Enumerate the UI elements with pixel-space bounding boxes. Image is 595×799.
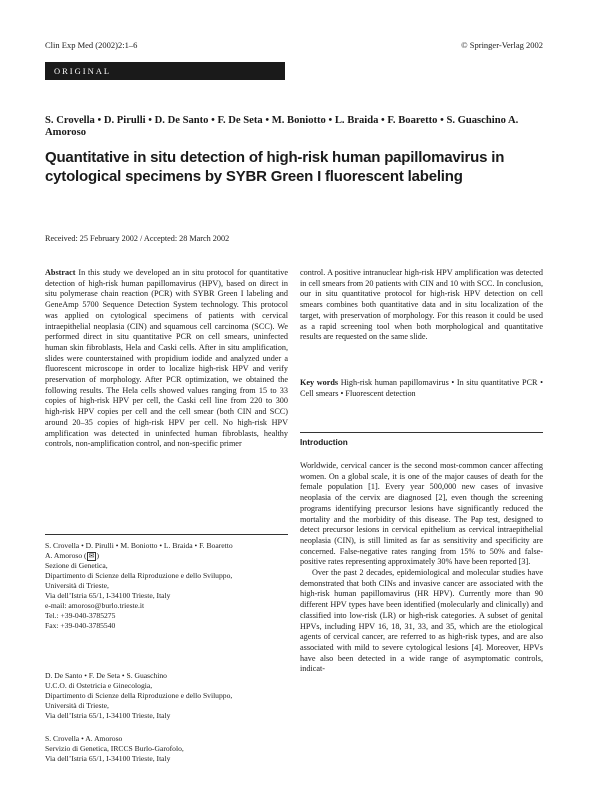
keywords-heading: Key words xyxy=(300,378,339,387)
affiliation-block-2 xyxy=(45,671,288,721)
affiliation-line: S. Crovella • D. Pirulli • M. Boniotto • L. Braida • F. Boaretto xyxy=(45,541,233,550)
abstract-text-part1: In this study we developed an in situ protocol for quantitative detection of high-risk human papillomavirus (HPV), based on direct in situ polymerase chain reaction (PCR) with SYBR Green I labeling and GeneAmp 5700 Sequence Detection System technology. This protocol was applied on cytological specimens of patients with cervical intraepithelial neoplasia (CIN) and squamous cell carcinoma (SCC). We performed direct in situ quantitative PCR on cell smears, uninfected human skin fibroblasts, Hela and Caski cells. After in situ amplification, slides were counterstained with propidium iodide and analyzed under a fluorescent microscope in order to localize high-risk HPV and verify preservation of morphology. After PCR optimization, we obtained the following results. The Hela cells showed values ranging from 15 to 33 copies of high-risk HPV per cell, the Caski cell line from 220 to 300 high-risk HPV copies per cell and the cell smear (both CIN and SCC) around 20–35 copies of high-risk HPV per cell. No high-risk HPV amplification was detected in uninfected human fibroblasts, healthy controls, non-amplification control, and non-specific primer xyxy=(45,268,289,449)
introduction-heading: Introduction xyxy=(300,438,348,447)
intro-paragraph-1: Worldwide, cervical cancer is the second most-common cancer affecting women. On a global scale, it is one of the major causes of death for the female population [1]. Every year 500,000 new cases of invasive neoplasia of the cervix are diagnosed [2], even though the screening programs identifying precursor lesions have significantly reduced the mortality and the morbidity of this disease. The Pap test, designed to detect precursor lesions in cervical epithelium as cervical intraepithelial neoplasia (CIN), is still limited as far as sensitivity and specificity are concerned. False-negative rates ranging from 15% to 50% and false-positive rates representing approximately 30% have been reported [3]. xyxy=(300,461,543,567)
corresponding-author-line: A. Amoroso ( ✉ ) xyxy=(45,551,99,560)
keywords xyxy=(300,378,543,399)
affiliation-line: Via dell’Istria 65/1, I-34100 Trieste, Italy xyxy=(45,591,171,600)
affiliation-line: Via dell’Istria 65/1, I-34100 Trieste, Italy xyxy=(45,754,171,763)
email-line: e-mail: amoroso@burlo.trieste.it xyxy=(45,601,145,610)
affiliation-divider xyxy=(45,534,288,535)
affiliation-line: Servizio di Genetica, IRCCS Burlo-Garofolo, xyxy=(45,744,184,753)
affiliation-block-3 xyxy=(45,734,288,764)
affiliation-line: D. De Santo • F. De Seta • S. Guaschino xyxy=(45,671,167,680)
article-type-banner xyxy=(45,62,285,80)
section-divider xyxy=(300,432,543,433)
abstract-left-column xyxy=(45,268,288,450)
publisher-copyright: © Springer-Verlag 2002 xyxy=(461,40,543,50)
author-list: S. Crovella • D. Pirulli • D. De Santo • F. De Seta • M. Boniotto • L. Braida • F. Boaretto • S. Guaschino A. Amoroso xyxy=(45,115,519,138)
envelope-icon: ✉ xyxy=(88,552,95,560)
affiliation-line: Dipartimento di Scienze della Riproduzione e dello Sviluppo, xyxy=(45,691,233,700)
affiliation-line: Via dell’Istria 65/1, I-34100 Trieste, Italy xyxy=(45,711,171,720)
affiliation-line: Dipartimento di Scienze della Riproduzione e dello Sviluppo, xyxy=(45,571,233,580)
abstract-right-column: control. A positive intranuclear high-risk HPV amplification was detected in cell smears from 20 patients with CIN and 10 with SCC. In conclusion, our in situ quantitative protocol for high-risk HPV detection on cell smears combines both quantitative data and in situ localization of the target, with preservation of morphology. For this reason it could be used as a rapid screening tool when both morphological and quantitative results are requested on the same slide. xyxy=(300,268,543,342)
introduction-body xyxy=(300,461,543,675)
affiliation-line: S. Crovella • A. Amoroso xyxy=(45,734,123,743)
affiliation-line: Sezione di Genetica, xyxy=(45,561,108,570)
phone-line: Tel.: +39-040-3785275 xyxy=(45,611,116,620)
abstract-heading: Abstract xyxy=(45,268,76,277)
journal-citation: Clin Exp Med (2002)2:1–6 xyxy=(45,40,138,50)
article-title: Quantitative in situ detection of high-risk human papillomavirus in cytological specimens by SYBR Green I fluorescent labeling xyxy=(45,149,505,185)
affiliation-line: Università di Trieste, xyxy=(45,581,109,590)
affiliation-block-1 xyxy=(45,541,288,631)
affiliation-line: Università di Trieste, xyxy=(45,701,109,710)
received-dates: Received: 25 February 2002 / Accepted: 28 March 2002 xyxy=(45,234,230,243)
intro-paragraph-2: Over the past 2 decades, epidemiological and molecular studies have demonstrated that both CINs and invasive cancer are associated with the high-risk human papillomavirus (HR HPV). Currently more than 90 different HPV types have been identified (molecularly and clinically) and classified into low-risk (LR) or high-risk categories. A subset of genital HPVs, including HPV 16, 18, 31, 33, and 35, which are the etiological agents of cervical cancer, are referred to as high-risk types, and are also associated with mild to severe cytological lesions [4]. Moreover, HPVs have also been detected in a wide range of asymptomatic controls, indicat- xyxy=(300,568,543,674)
article-type-label: ORIGINAL xyxy=(54,66,112,76)
fax-line: Fax: +39-040-3785540 xyxy=(45,621,116,630)
affiliation-line: U.C.O. di Ostetricia e Ginecologia, xyxy=(45,681,153,690)
keywords-text: High-risk human papillomavirus • In situ quantitative PCR • Cell smears • Fluorescent detection xyxy=(300,378,544,398)
